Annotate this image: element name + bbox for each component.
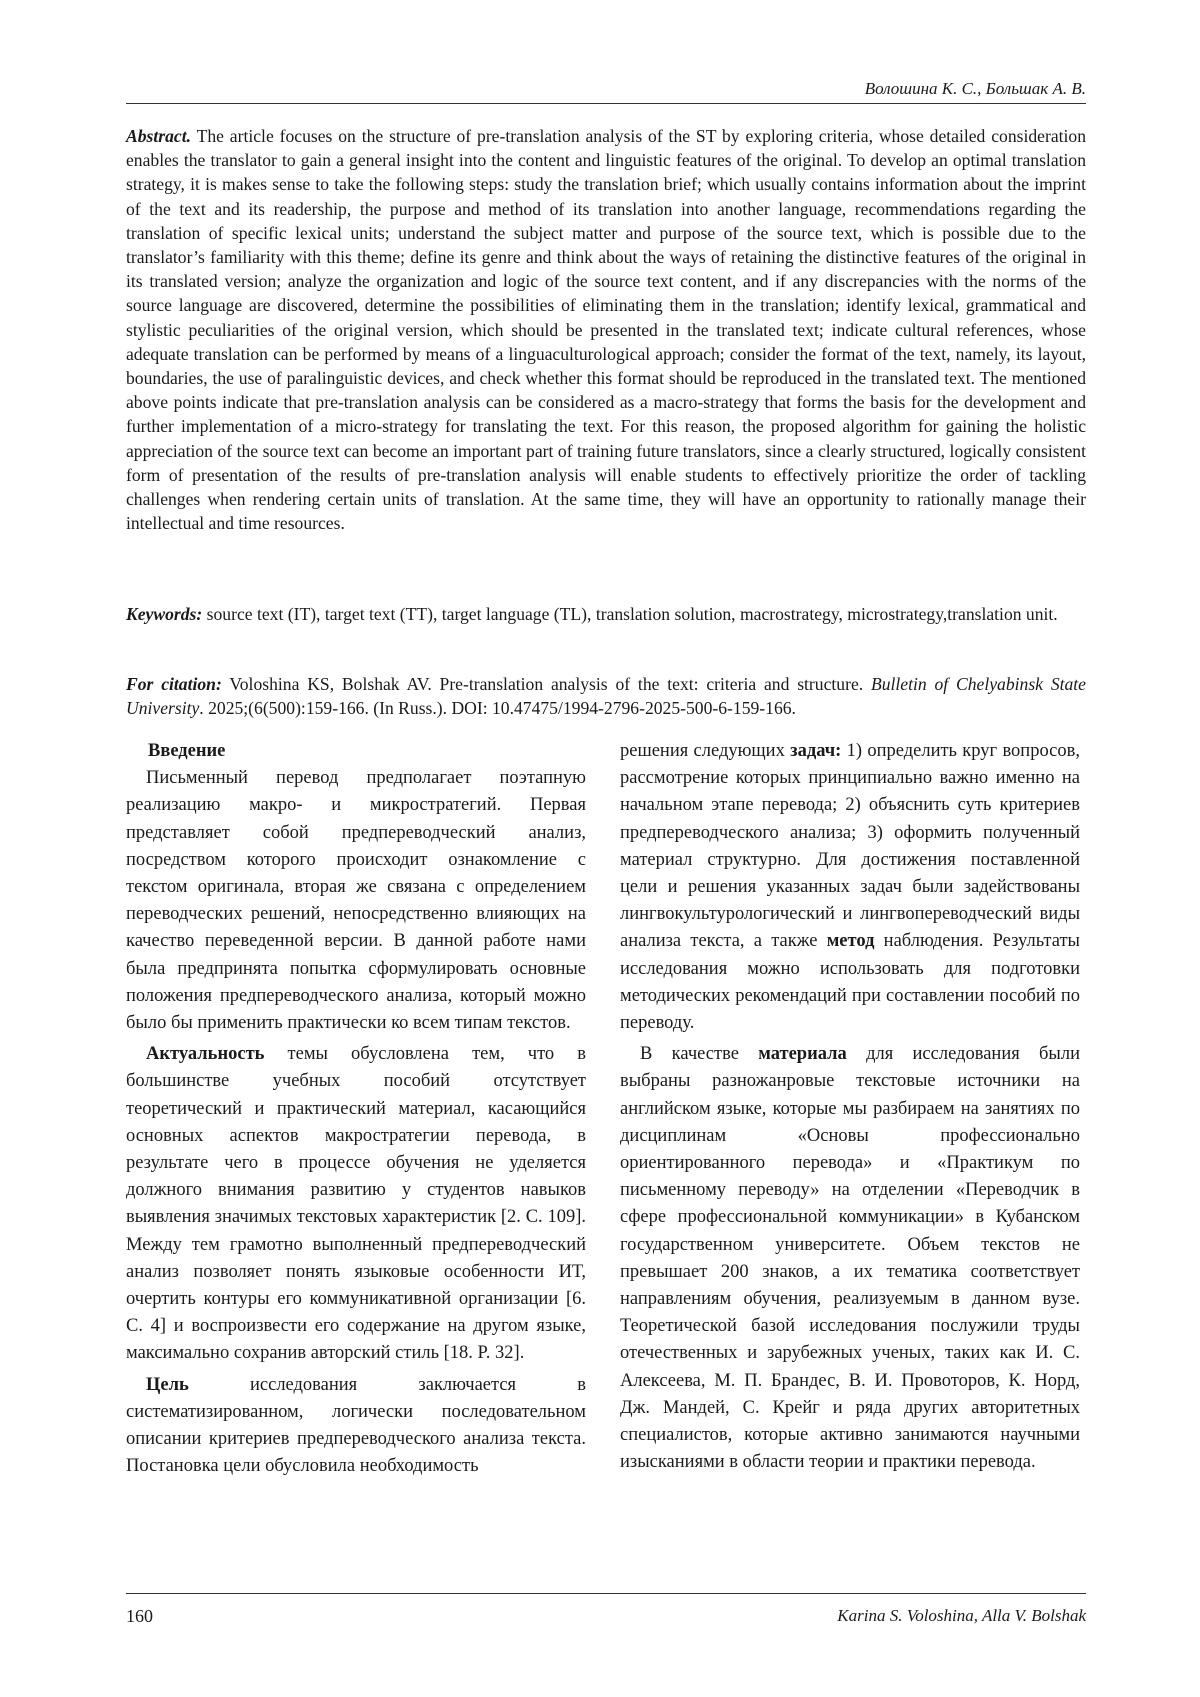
keywords-label: Keywords: xyxy=(126,604,203,624)
method-text: наблюдения. Результаты исследования можно использовать для подготовки методических рекомендаций при составлении пособий по переводу. xyxy=(620,931,1080,1034)
material-text: для исследования были выбраны разножанровые текстовые источники на английском языке, которые мы разбираем на занятиях по дисциплинам «Основы профессионально ориентированного перевода» и «Практикум по письменному переводу» на отделении «Переводчик в сфере профессиональной коммуникации» в Кубанском государственном университете. Объем текстов не превышает 200 знаков, а их тематика соответствует направлениям обучения, реализуемым в данном вузе. Теоретической базой исследования послужили труды отечественных и зарубежных ученых, таких как И. С. Алексеева, М. П. Брандес, В. И. Провоторов, К. Норд, Дж. Мандей, С. Крейг и ряда других авторитетных специалистов, которые активно занимаются научными изысканиями в области теории и практики перевода. xyxy=(620,1044,1080,1473)
intro-heading: Введение xyxy=(148,741,226,761)
goal-text: исследования заключается в систематизированном, логически последовательном описании критериев предпереводческого анализа текста. Постановка цели обусловила необходимость xyxy=(126,1374,586,1477)
footer-rule xyxy=(126,1593,1086,1594)
tasks-term: задач: xyxy=(790,741,842,761)
intro-paragraph: Письменный перевод предполагает поэтапную реализацию макро- и микростратегий. Первая представляет собой предпереводческий анализ, посредством которого происходит ознакомление с текстом оригинала, вторая же связана с определением переводческих решений, непосредственно влияющих на качество переведенной версии. В данной работе нами была предпринята попытка сформулировать основные положения предпереводческого анализа, который можно было бы применить практически ко всем типам текстов. xyxy=(126,768,586,1034)
goal-paragraph xyxy=(126,1372,586,1481)
material-term: материала xyxy=(758,1044,847,1065)
right-column xyxy=(620,738,1080,1480)
page-number: 160 xyxy=(126,1606,153,1626)
material-paragraph xyxy=(620,1041,1080,1476)
method-term: метод xyxy=(826,931,875,952)
abstract xyxy=(126,124,1086,535)
tasks-paragraph xyxy=(620,738,1080,1037)
citation-details: . 2025;(6(500):159-166. (In Russ.). DOI: 10.47475/1994-2796-2025-500-6-159-166. xyxy=(199,698,796,719)
citation-text: Voloshina KS, Bolshak AV. Pre-translation analysis of the text: criteria and structure. xyxy=(229,674,864,694)
running-head-authors: Волошина К. С., Большак А. В. xyxy=(864,79,1086,98)
left-column xyxy=(126,738,586,1484)
keywords-text: source text (IT), target text (TT), target language (TL), translation solution, macrostrategy, microstrategy,translation unit. xyxy=(206,604,1058,624)
keywords xyxy=(126,602,1086,626)
citation-journal: Bulletin of Chelyabinsk State University xyxy=(126,674,1086,719)
relevance-text: темы обусловлена тем, что в большинстве учебных пособий отсутствует теоретический и практический материал, касающийся основных аспектов макростратегии перевода, в результате чего в процессе обучения не уделяется должного внимания развитию у студентов навыков выявления значимых текстовых характеристик [2. С. 109]. Между тем грамотно выполненный предпереводческий анализ позволяет понять языковые особенности ИТ, очертить контуры его коммуникативной организации [6. С. 4] и воспроизвести его содержание на другом языке, максимально сохранив авторский стиль [18. P. 32]. xyxy=(126,1044,586,1364)
citation xyxy=(126,672,1086,720)
header-rule xyxy=(126,103,1086,104)
tasks-lead-text: решения следующих xyxy=(620,741,791,761)
citation-label: For citation: xyxy=(126,674,222,694)
relevance-term: Актуальность xyxy=(146,1044,265,1065)
footer-authors: Karina S. Voloshina, Alla V. Bolshak xyxy=(837,1606,1086,1625)
material-lead-text: В качестве xyxy=(640,1044,759,1065)
abstract-label: Abstract. xyxy=(126,126,192,146)
abstract-text: The article focuses on the structure of pre-translation analysis of the ST by exploring criteria, whose detailed consideration enables the translator to gain a general insight into the content and linguistic features of the original. To develop an optimal translation strategy, it is makes sense to take the following steps: study the translation brief; which usually contains information about the imprint of the text and its readership, the purpose and method of its translation into another language, recommendations regarding the translation of specific lexical units; understand the subject matter and purpose of the source text, which is possible due to the translator’s familiarity with this theme; define its genre and think about the ways of retaining the distinctive features of the original in its translated version; analyze the organization and logic of the source text content, and if any discrepancies with the norms of the source language are discovered, determine the possibilities of eliminating them in the translation; identify lexical, grammatical and stylistic peculiarities of the original version, which should be presented in the translated text; indicate cultural references, whose adequate translation can be performed by means of a linguaculturological approach; consider the format of the text, namely, its layout, boundaries, the use of paralinguistic devices, and check whether this format should be reproduced in the translated text. The mentioned above points indicate that pre-translation analysis can be considered as a macro-strategy that forms the basis for the development and further implementation of a micro-strategy for translating the text. For this reason, the proposed algorithm for gaining the holistic appreciation of the source text can become an important part of training future translators, since a clearly structured, logically consistent form of presentation of the results of pre-translation analysis will enable students to effectively prioritize the order of tackling challenges when rendering certain units of translation. At the same time, they will have an opportunity to rationally manage their intellectual and time resources. xyxy=(126,126,1086,534)
relevance-paragraph xyxy=(126,1041,586,1367)
goal-term: Цель xyxy=(146,1374,189,1395)
tasks-text: 1) определить круг вопросов, рассмотрение которых принципиально важно именно на начальном этапе перевода; 2) объяснить суть критериев предпереводческого анализа; 3) оформить полученный материал структурно. Для достижения поставленной цели и решения указанных задач были задействованы лингвокультурологический и лингвопереводческий виды анализа текста, а также xyxy=(620,741,1080,952)
